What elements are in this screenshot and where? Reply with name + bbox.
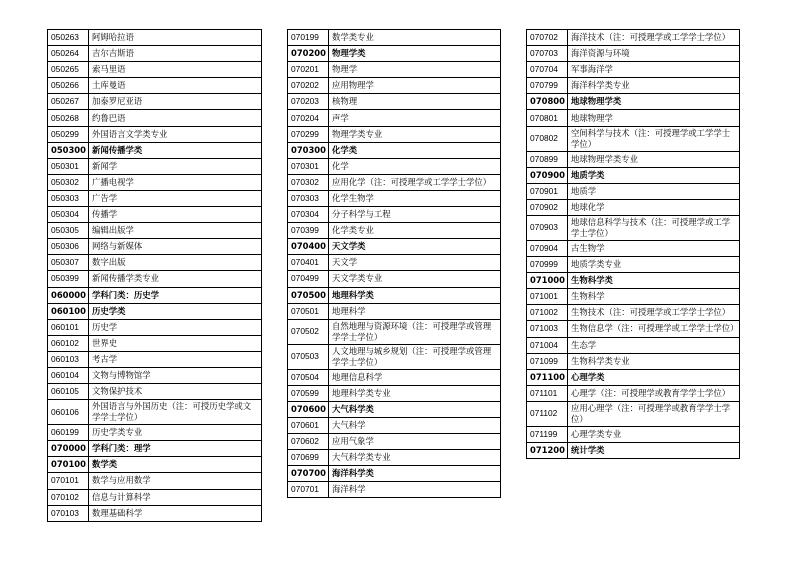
major-code: 070799 (527, 78, 568, 94)
major-name: 地理信息科学 (329, 369, 501, 385)
major-code: 070303 (288, 190, 329, 206)
major-name: 军事海洋学 (568, 62, 740, 78)
major-name: 学科门类：理学 (89, 441, 262, 457)
major-code: 070903 (527, 215, 568, 240)
major-row (48, 223, 262, 239)
major-code: 070204 (288, 110, 329, 126)
major-row (527, 401, 740, 426)
major-name: 海洋技术（注：可授理学或工学学士学位） (568, 30, 740, 46)
major-name: 天文学类专业 (329, 271, 501, 287)
major-name: 历史学类专业 (89, 425, 262, 441)
major-name: 物理学类专业 (329, 126, 501, 142)
major-row (48, 489, 262, 505)
major-row (48, 30, 262, 46)
major-name: 声学 (329, 110, 501, 126)
major-name: 地理科学类 (329, 287, 501, 303)
major-code: 070401 (288, 255, 329, 271)
major-name: 新闻学 (89, 158, 262, 174)
major-row (48, 319, 262, 335)
major-name: 化学类专业 (329, 223, 501, 239)
major-code: 070802 (527, 126, 568, 151)
major-code: 070504 (288, 369, 329, 385)
major-name: 加泰罗尼亚语 (89, 94, 262, 110)
major-row (288, 62, 501, 78)
major-row (527, 151, 740, 167)
major-name: 生物信息学（注：可授理学或工学学士学位） (568, 321, 740, 337)
major-code: 070202 (288, 78, 329, 94)
major-code: 071199 (527, 426, 568, 442)
major-code: 071004 (527, 337, 568, 353)
major-code: 070500 (288, 287, 329, 303)
major-code: 070101 (48, 473, 89, 489)
major-name: 地球物理学类 (568, 94, 740, 110)
major-row (527, 199, 740, 215)
category-row (288, 287, 501, 303)
major-name: 应用化学（注：可授理学或工学学士学位） (329, 174, 501, 190)
major-row (527, 337, 740, 353)
major-row (288, 78, 501, 94)
major-name: 自然地理与资源环境（注：可授理学或管理学学士学位） (329, 319, 501, 344)
major-row (48, 384, 262, 400)
major-row (288, 450, 501, 466)
major-row (288, 303, 501, 319)
major-name: 地理科学类专业 (329, 385, 501, 401)
major-name: 生物科学类 (568, 273, 740, 289)
major-name: 生物科学类专业 (568, 353, 740, 369)
major-name: 大气科学 (329, 417, 501, 433)
major-code: 070400 (288, 239, 329, 255)
major-name: 地质学类专业 (568, 257, 740, 273)
major-code: 070503 (288, 344, 329, 369)
major-row (527, 183, 740, 199)
major-name: 文物保护技术 (89, 384, 262, 400)
major-table-column-1 (47, 29, 262, 522)
major-row (527, 78, 740, 94)
major-name: 地质学 (568, 183, 740, 199)
major-code: 070901 (527, 183, 568, 199)
major-code: 070699 (288, 450, 329, 466)
major-code: 050303 (48, 190, 89, 206)
major-code: 070601 (288, 417, 329, 433)
major-name: 天文学 (329, 255, 501, 271)
major-name: 生态学 (568, 337, 740, 353)
major-row (288, 344, 501, 369)
major-row (527, 321, 740, 337)
major-code: 060105 (48, 384, 89, 400)
major-row (48, 126, 262, 142)
major-row (48, 255, 262, 271)
major-name: 化学生物学 (329, 190, 501, 206)
major-name: 大气科学类专业 (329, 450, 501, 466)
major-name: 统计学类 (568, 442, 740, 458)
major-code: 071003 (527, 321, 568, 337)
category-row (527, 369, 740, 385)
major-row (527, 305, 740, 321)
major-code: 070801 (527, 110, 568, 126)
major-name: 广播电视学 (89, 174, 262, 190)
major-name: 广告学 (89, 190, 262, 206)
major-table-column-3 (526, 29, 740, 459)
major-row (288, 30, 501, 46)
major-row (527, 30, 740, 46)
major-name: 约鲁巴语 (89, 110, 262, 126)
major-name: 阿姆哈拉语 (89, 30, 262, 46)
major-name: 索马里语 (89, 62, 262, 78)
major-row (48, 78, 262, 94)
major-name: 生物技术（注：可授理学或工学学士学位） (568, 305, 740, 321)
major-row (288, 190, 501, 206)
major-code: 060103 (48, 351, 89, 367)
major-code: 070302 (288, 174, 329, 190)
major-code: 070399 (288, 223, 329, 239)
major-name: 历史学 (89, 319, 262, 335)
major-row (48, 158, 262, 174)
major-code: 071001 (527, 289, 568, 305)
major-code: 071000 (527, 273, 568, 289)
major-code: 060104 (48, 367, 89, 383)
major-code: 050301 (48, 158, 89, 174)
major-row (48, 94, 262, 110)
major-row (48, 207, 262, 223)
major-row (48, 473, 262, 489)
major-row (288, 319, 501, 344)
major-code: 050263 (48, 30, 89, 46)
major-name: 地理科学 (329, 303, 501, 319)
major-name: 信息与计算科学 (89, 489, 262, 505)
major-code: 070900 (527, 167, 568, 183)
major-name: 地球物理学 (568, 110, 740, 126)
major-row (288, 158, 501, 174)
major-code: 070000 (48, 441, 89, 457)
major-row (48, 190, 262, 206)
major-code: 050264 (48, 46, 89, 62)
category-row (527, 94, 740, 110)
major-name: 大气科学类 (329, 401, 501, 417)
major-name: 空间科学与技术（注：可授理学或工学学士学位） (568, 126, 740, 151)
major-code: 070203 (288, 94, 329, 110)
major-row (48, 505, 262, 521)
major-code: 070703 (527, 46, 568, 62)
major-name: 生物科学 (568, 289, 740, 305)
major-name: 数字出版 (89, 255, 262, 271)
category-row (527, 442, 740, 458)
major-name: 物理学类 (329, 46, 501, 62)
major-name: 学科门类：历史学 (89, 287, 262, 303)
major-code: 070299 (288, 126, 329, 142)
major-code: 070904 (527, 240, 568, 256)
major-name: 地球物理学类专业 (568, 151, 740, 167)
major-row (527, 257, 740, 273)
major-row (288, 482, 501, 498)
category-row (527, 167, 740, 183)
major-name: 历史学类 (89, 303, 262, 319)
major-row (48, 110, 262, 126)
major-row (288, 126, 501, 142)
major-code: 070102 (48, 489, 89, 505)
major-code: 050265 (48, 62, 89, 78)
major-row (48, 351, 262, 367)
major-name: 应用物理学 (329, 78, 501, 94)
major-code: 070499 (288, 271, 329, 287)
major-name: 心理学类专业 (568, 426, 740, 442)
major-table-column-2 (287, 29, 501, 498)
major-name: 海洋科学类专业 (568, 78, 740, 94)
major-row (527, 110, 740, 126)
major-name: 核物理 (329, 94, 501, 110)
major-code: 070199 (288, 30, 329, 46)
major-code: 050267 (48, 94, 89, 110)
major-code: 060000 (48, 287, 89, 303)
major-row (288, 255, 501, 271)
major-row (527, 46, 740, 62)
major-name: 物理学 (329, 62, 501, 78)
major-code: 050307 (48, 255, 89, 271)
major-name: 地球信息科学与技术（注：可授理学或工学学士学位） (568, 215, 740, 240)
category-row (48, 457, 262, 473)
major-code: 070701 (288, 482, 329, 498)
major-row (48, 46, 262, 62)
major-name: 人文地理与城乡规划（注：可授理学或管理学学士学位） (329, 344, 501, 369)
major-row (527, 353, 740, 369)
major-name: 编辑出版学 (89, 223, 262, 239)
major-code: 060106 (48, 400, 89, 425)
major-row (527, 426, 740, 442)
major-code: 050306 (48, 239, 89, 255)
major-row (288, 271, 501, 287)
major-code: 071099 (527, 353, 568, 369)
major-name: 天文学类 (329, 239, 501, 255)
major-name: 新闻传播学类 (89, 142, 262, 158)
major-row (48, 174, 262, 190)
major-row (288, 369, 501, 385)
major-row (527, 289, 740, 305)
major-row (48, 62, 262, 78)
major-code: 050302 (48, 174, 89, 190)
major-row (288, 223, 501, 239)
major-row (288, 207, 501, 223)
category-row (288, 401, 501, 417)
major-code: 050299 (48, 126, 89, 142)
category-row (48, 142, 262, 158)
major-name: 土库曼语 (89, 78, 262, 94)
major-row (527, 385, 740, 401)
major-code: 070702 (527, 30, 568, 46)
major-code: 070899 (527, 151, 568, 167)
category-row (288, 466, 501, 482)
major-code: 070501 (288, 303, 329, 319)
major-name: 海洋科学 (329, 482, 501, 498)
major-name: 数学类 (89, 457, 262, 473)
major-code: 070304 (288, 207, 329, 223)
major-row (527, 62, 740, 78)
major-name: 海洋科学类 (329, 466, 501, 482)
major-row (288, 94, 501, 110)
major-row (288, 385, 501, 401)
major-name: 古生物学 (568, 240, 740, 256)
major-code: 070301 (288, 158, 329, 174)
major-row (288, 110, 501, 126)
major-code: 071100 (527, 369, 568, 385)
major-name: 外国语言与外国历史（注：可授历史学或文学学士学位） (89, 400, 262, 425)
major-name: 考古学 (89, 351, 262, 367)
major-code: 070800 (527, 94, 568, 110)
major-code: 050305 (48, 223, 89, 239)
major-name: 数学与应用数学 (89, 473, 262, 489)
major-code: 060199 (48, 425, 89, 441)
major-name: 应用气象学 (329, 434, 501, 450)
major-code: 070704 (527, 62, 568, 78)
major-code: 050304 (48, 207, 89, 223)
major-row (48, 400, 262, 425)
major-code: 070300 (288, 142, 329, 158)
major-code: 070103 (48, 505, 89, 521)
major-code: 070700 (288, 466, 329, 482)
major-name: 化学 (329, 158, 501, 174)
major-row (48, 239, 262, 255)
category-row (48, 303, 262, 319)
major-code: 070902 (527, 199, 568, 215)
major-code: 070602 (288, 434, 329, 450)
category-row (288, 46, 501, 62)
major-code: 070502 (288, 319, 329, 344)
major-name: 化学类 (329, 142, 501, 158)
major-name: 网络与新媒体 (89, 239, 262, 255)
major-code: 060100 (48, 303, 89, 319)
major-code: 070599 (288, 385, 329, 401)
major-name: 地球化学 (568, 199, 740, 215)
major-code: 070999 (527, 257, 568, 273)
major-row (48, 367, 262, 383)
major-code: 070600 (288, 401, 329, 417)
major-name: 地质学类 (568, 167, 740, 183)
major-code: 050300 (48, 142, 89, 158)
major-code: 050266 (48, 78, 89, 94)
major-code: 071200 (527, 442, 568, 458)
major-row (288, 174, 501, 190)
major-code: 070201 (288, 62, 329, 78)
major-code: 060101 (48, 319, 89, 335)
major-row (288, 434, 501, 450)
major-name: 外国语言文学类专业 (89, 126, 262, 142)
major-name: 吉尔吉斯语 (89, 46, 262, 62)
major-name: 世界史 (89, 335, 262, 351)
major-row (48, 335, 262, 351)
major-code: 070200 (288, 46, 329, 62)
major-code: 070100 (48, 457, 89, 473)
major-code: 071102 (527, 401, 568, 426)
major-row (527, 215, 740, 240)
major-name: 海洋资源与环境 (568, 46, 740, 62)
major-name: 文物与博物馆学 (89, 367, 262, 383)
category-row (527, 273, 740, 289)
major-name: 分子科学与工程 (329, 207, 501, 223)
major-row (527, 126, 740, 151)
category-row (288, 239, 501, 255)
major-name: 应用心理学（注：可授理学或教育学学士学位） (568, 401, 740, 426)
major-code: 050399 (48, 271, 89, 287)
category-row (48, 287, 262, 303)
major-row (288, 417, 501, 433)
major-name: 数理基础科学 (89, 505, 262, 521)
major-name: 心理学类 (568, 369, 740, 385)
major-row (527, 240, 740, 256)
major-code: 050268 (48, 110, 89, 126)
major-code: 060102 (48, 335, 89, 351)
major-code: 071002 (527, 305, 568, 321)
category-row (288, 142, 501, 158)
major-row (48, 425, 262, 441)
major-name: 心理学（注：可授理学或教育学学士学位） (568, 385, 740, 401)
major-name: 数学类专业 (329, 30, 501, 46)
major-name: 传播学 (89, 207, 262, 223)
major-code: 071101 (527, 385, 568, 401)
major-name: 新闻传播学类专业 (89, 271, 262, 287)
major-row (48, 271, 262, 287)
category-row (48, 441, 262, 457)
